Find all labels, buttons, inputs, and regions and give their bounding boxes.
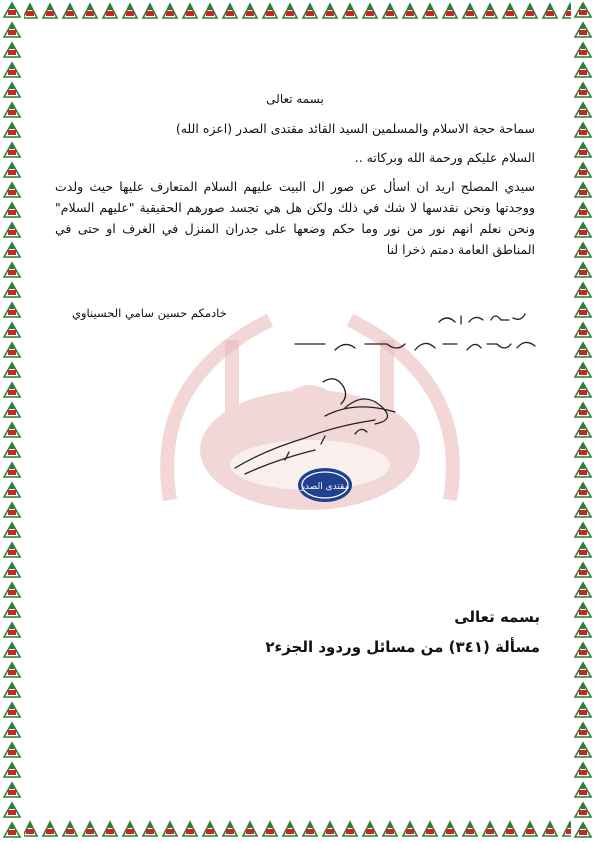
decorative-border-bottom — [0, 818, 595, 842]
letter-sender: خادمكم حسين سامي الحسيناوي — [72, 306, 227, 320]
decorative-border-right — [571, 0, 595, 842]
seal-text: مقتدى الصدر — [300, 482, 350, 492]
letter — [55, 92, 535, 268]
official-seal — [296, 466, 354, 504]
letter-greeting: السلام عليكم ورحمة الله وبركاته .. — [354, 150, 535, 165]
handwritten-reply — [225, 300, 545, 500]
letter-basmala: بسمه تعالى — [266, 92, 324, 106]
decorative-border-left — [0, 0, 24, 842]
decorative-border-top — [0, 0, 595, 22]
footer-title: بسمه تعالى — [454, 608, 540, 626]
footer-question-ref: مسألة (٣٤١) من مسائل وردود الجزء٢ — [265, 638, 540, 656]
letter-body: سيدي المصلح اريد ان اسأل عن صور ال البيت عليهم السلام المتعارف عليها حيث ولدت ووجدتها ونحن نقدسها لا شك في ذلك ولكن هل هي تجسد صورهم الحقيقية "عليهم السلام" ونحن نعلم انهم نور من نور وما حكم وضعها على جدران المنزل في الغرف او حتى في المناطق العامة دمتم ذخرا لنا — [55, 179, 535, 257]
letter-address: سماحة حجة الاسلام والمسلمين السيد القائد مقتدى الصدر (اعزه الله) — [175, 121, 535, 136]
